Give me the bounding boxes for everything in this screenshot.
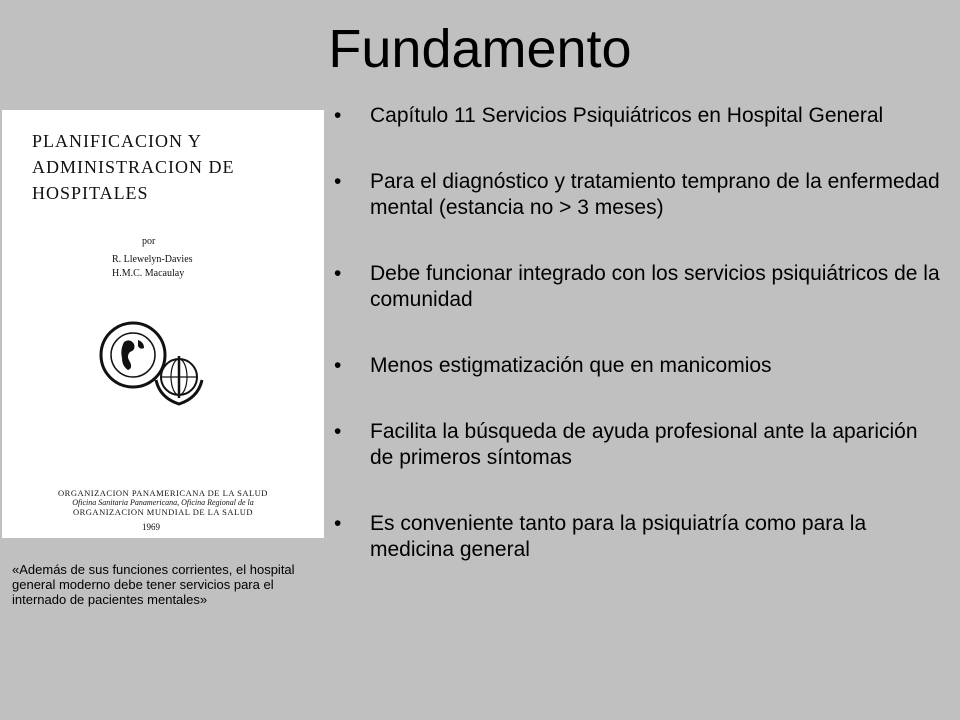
- book-por: por: [142, 236, 156, 247]
- book-year: 1969: [142, 522, 160, 532]
- bullet-item: • Menos estigmatización que en manicomios: [330, 353, 945, 379]
- book-title-line: PLANIFICACION Y: [32, 131, 202, 151]
- book-author: R. Llewelyn-Davies: [112, 254, 193, 265]
- book-cover-image: [2, 110, 324, 538]
- who-emblem-icon: [150, 350, 208, 408]
- bullet-list: [330, 103, 945, 603]
- book-title-line: HOSPITALES: [32, 183, 149, 203]
- bullet-item: • Capítulo 11 Servicios Psiquiátricos en Hospital General: [330, 103, 945, 129]
- publisher-line: Oficina Sanitaria Panamericana, Oficina Regional de la: [72, 498, 254, 507]
- bullet-item: • Para el diagnóstico y tratamiento temprano de la enfermedad mental (estancia no > 3 meses): [330, 169, 945, 221]
- quote-text: «Además de sus funciones corrientes, el hospital general moderno debe tener servicios para el internado de pacientes mentales»: [12, 562, 295, 607]
- book-publisher: [2, 488, 324, 517]
- book-title-line: ADMINISTRACION DE: [32, 157, 235, 177]
- publisher-line: ORGANIZACION MUNDIAL DE LA SALUD: [72, 507, 253, 517]
- book-authors: [112, 253, 193, 281]
- publisher-line: ORGANIZACION PANAMERICANA DE LA SALUD: [58, 488, 268, 498]
- bullet-item: • Debe funcionar integrado con los servicios psiquiátricos de la comunidad: [330, 261, 945, 313]
- book-title: [32, 128, 312, 206]
- bullet-item: • Es conveniente tanto para la psiquiatría como para la medicina general: [330, 511, 945, 563]
- bullet-item: • Facilita la búsqueda de ayuda profesional ante la aparición de primeros síntomas: [330, 419, 945, 471]
- book-author: H.M.C. Macaulay: [112, 268, 185, 279]
- slide-title: Fundamento: [328, 19, 632, 79]
